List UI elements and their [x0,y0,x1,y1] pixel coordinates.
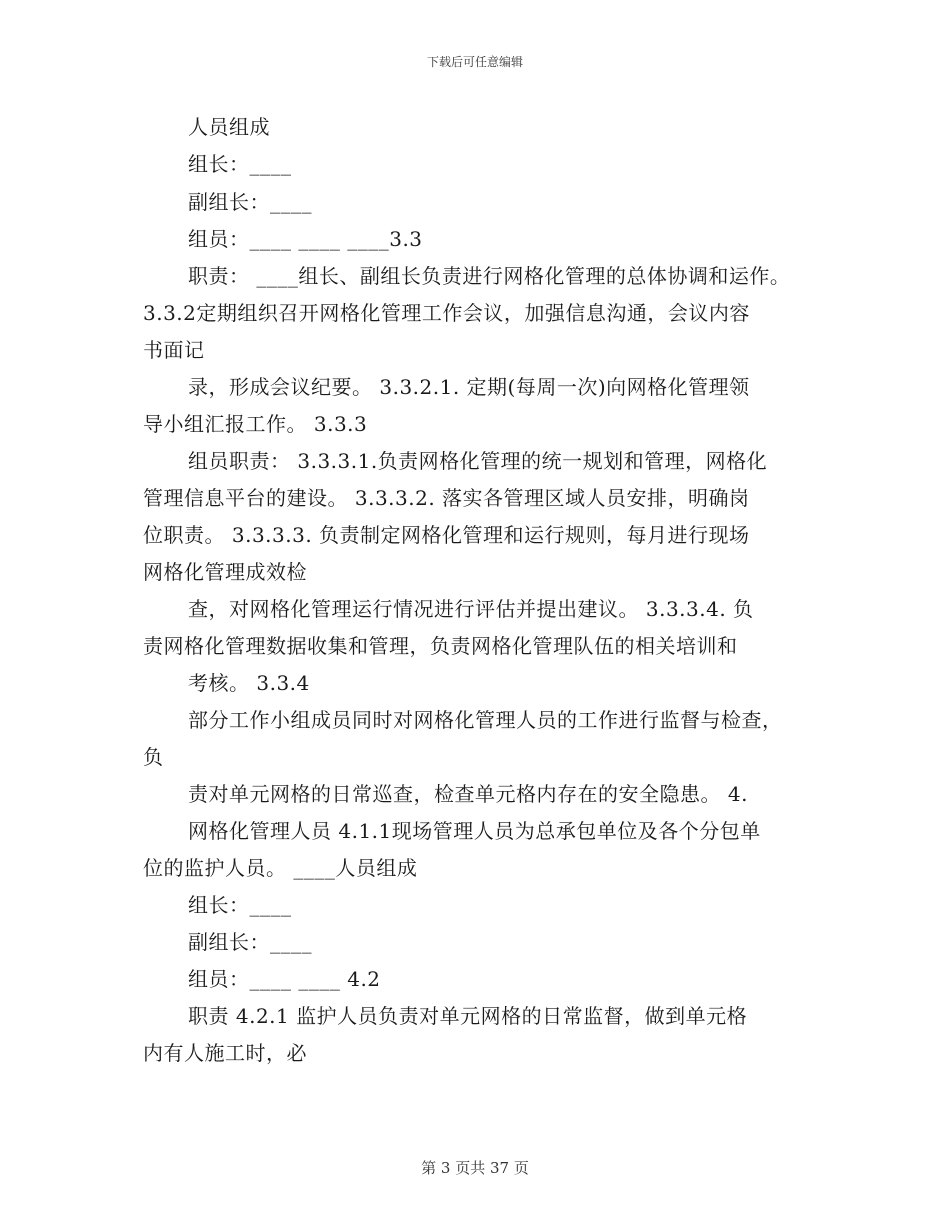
text-line: 职责 4.2.1 监护人员负责对单元网格的日常监督，做到单元格 [188,1004,748,1028]
text-line: 职责： ____组长、副组长负责进行网格化管理的总体协调和运作。 [188,264,791,288]
text-line: 书面记 [143,338,205,362]
page-header: 下载后可任意编辑 [426,55,523,69]
text-line: 责对单元网格的日常巡查，检查单元格内存在的安全隐患。 4. [188,782,748,806]
text-line: 导小组汇报工作。 3.3.3 [143,412,368,436]
text-line: 副组长：____ [188,190,312,214]
text-line: 人员组成 [188,115,270,139]
text-line: 位的监护人员。 ____人员组成 [143,856,418,880]
text-line: 网格化管理人员 4.1.1现场管理人员为总承包单位及各个分包单 [188,819,761,843]
text-line: 录，形成会议纪要。 3.3.2.1. 定期(每周一次)向网格化管理领 [188,375,750,399]
text-line: 组长：____ [188,152,292,176]
text-line: 负 [143,745,164,769]
text-line: 组员：____ ____ 4.2 [188,967,381,991]
text-line: 内有人施工时，必 [143,1041,307,1065]
text-line: 部分工作小组成员同时对网格化管理人员的工作进行监督与检查， [188,708,783,732]
text-line: 网格化管理成效检 [143,560,307,584]
text-line: 位职责。 3.3.3.3. 负责制定网格化管理和运行规则，每月进行现场 [143,523,750,547]
text-line: 考核。 3.3.4 [188,671,310,695]
text-line: 组员职责： 3.3.3.1.负责网格化管理的统一规划和管理，网格化 [188,449,768,473]
text-line: 管理信息平台的建设。 3.3.3.2. 落实各管理区域人员安排，明确岗 [143,486,750,510]
text-line: 副组长：____ [188,930,312,954]
text-line: 查，对网格化管理运行情况进行评估并提出建议。 3.3.3.4. 负 [188,597,754,621]
page-footer: 第 3 页共 37 页 [421,1159,529,1177]
text-line: 组长：____ [188,893,292,917]
text-line: 责网格化管理数据收集和管理，负责网格化管理队伍的相关培训和 [143,634,738,658]
text-line: 3.3.2定期组织召开网格化管理工作会议，加强信息沟通，会议内容 [143,301,750,325]
text-line: 组员：____ ____ ____3.3 [188,227,423,251]
